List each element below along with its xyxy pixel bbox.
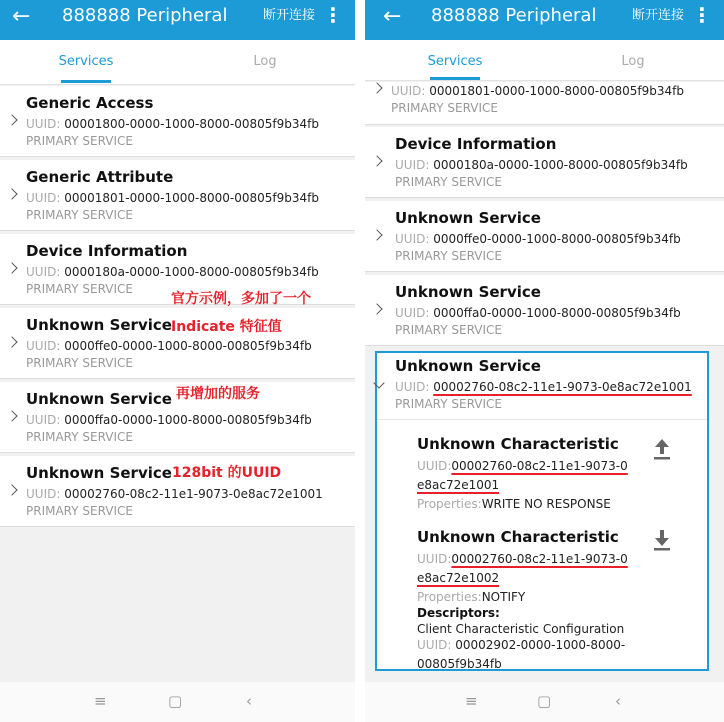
annotation-added-service: 再增加的服务: [176, 386, 260, 402]
nav-back-icon[interactable]: ‹: [246, 692, 252, 710]
service-uuid: UUID: 00002760-08c2-11e1-9073-0e8ac72e1001: [26, 487, 323, 501]
upload-icon[interactable]: [652, 437, 672, 461]
service-item-unknown-ffa0[interactable]: [365, 275, 724, 346]
characteristic-name: Unknown Characteristic: [417, 435, 619, 453]
tab-log[interactable]: Log: [253, 54, 277, 69]
chevron-right-icon: [371, 155, 382, 166]
service-name: Unknown Service: [395, 283, 541, 301]
descriptor-name: Client Characteristic Configuration: [417, 622, 625, 636]
service-uuid: UUID: 00001801-0000-1000-8000-00805f9b34fb: [26, 191, 319, 205]
service-type: PRIMARY SERVICE: [26, 504, 133, 518]
characteristic-uuid: UUID:00002760-08c2-11e1-9073-0 e8ac72e1002: [417, 552, 628, 585]
service-name: Device Information: [26, 242, 188, 260]
tab-log[interactable]: Log: [621, 54, 645, 69]
service-uuid: UUID: 0000ffa0-0000-1000-8000-00805f9b34fb: [26, 413, 312, 427]
service-name: Unknown Service: [395, 357, 541, 375]
service-uuid: UUID: 0000ffe0-0000-1000-8000-00805f9b34fb: [395, 232, 681, 246]
service-type: PRIMARY SERVICE: [391, 101, 498, 115]
service-type: PRIMARY SERVICE: [26, 134, 133, 148]
service-type: PRIMARY SERVICE: [26, 356, 133, 370]
annotation-official-example: 官方示例，多加了一个: [171, 291, 311, 307]
chevron-right-icon: [6, 410, 17, 421]
right-phone-screen: [365, 0, 724, 722]
service-uuid: UUID: 0000180a-0000-1000-8000-00805f9b34fb: [395, 158, 688, 172]
service-name: Unknown Service: [26, 390, 172, 408]
service-uuid: UUID: 00001800-0000-1000-8000-00805f9b34fb: [26, 117, 319, 131]
nav-back-icon[interactable]: ‹: [615, 692, 621, 710]
service-name: Device Information: [395, 135, 557, 153]
disconnect-button[interactable]: 断开连接: [262, 8, 315, 23]
service-name: Generic Attribute: [26, 168, 174, 186]
annotation-128bit-uuid: 128bit 的UUID: [172, 465, 282, 481]
chevron-right-icon: [371, 303, 382, 314]
characteristic-properties: Properties:NOTIFY: [417, 590, 526, 604]
more-vert-icon[interactable]: ⋮: [692, 3, 712, 27]
expanded-service-header[interactable]: [377, 353, 707, 420]
service-name: Unknown Service: [395, 209, 541, 227]
download-icon[interactable]: [652, 528, 672, 552]
descriptors-heading: Descriptors:: [417, 606, 500, 620]
system-nav-bar: [365, 682, 724, 722]
chevron-right-icon: [371, 82, 382, 93]
service-type: PRIMARY SERVICE: [26, 430, 133, 444]
system-nav-bar: [0, 682, 355, 722]
service-type: PRIMARY SERVICE: [395, 397, 502, 411]
service-type: PRIMARY SERVICE: [26, 208, 133, 222]
service-uuid: UUID: 00002760-08c2-11e1-9073-0e8ac72e1001: [395, 380, 692, 394]
app-bar: [365, 0, 724, 40]
chevron-right-icon: [6, 188, 17, 199]
more-vert-icon[interactable]: ⋮: [323, 3, 343, 27]
service-uuid: UUID: 00001801-0000-1000-8000-00805f9b34fb: [391, 84, 684, 98]
service-type: PRIMARY SERVICE: [26, 282, 133, 296]
service-item-generic-attribute[interactable]: [0, 160, 355, 231]
chevron-right-icon: [6, 336, 17, 347]
disconnect-button[interactable]: 断开连接: [631, 8, 684, 23]
annotation-indicate: Indicate 特征值: [171, 319, 282, 335]
characteristic-item-1001[interactable]: [417, 435, 628, 511]
characteristic-item-1002[interactable]: [417, 528, 628, 674]
service-name: Unknown Service: [26, 464, 172, 482]
service-type: PRIMARY SERVICE: [395, 249, 502, 263]
arrow-left-icon[interactable]: ←: [12, 4, 31, 29]
recents-icon[interactable]: ≡: [465, 692, 478, 710]
service-type: PRIMARY SERVICE: [395, 175, 502, 189]
app-bar: [0, 0, 355, 40]
chevron-right-icon: [6, 484, 17, 495]
chevron-right-icon: [6, 262, 17, 273]
expanded-service-panel: [375, 351, 709, 671]
tab-indicator: [61, 80, 111, 83]
arrow-left-icon[interactable]: ←: [383, 4, 402, 29]
recents-icon[interactable]: ≡: [94, 692, 107, 710]
home-icon[interactable]: ▢: [168, 692, 183, 710]
service-item-generic-access[interactable]: [0, 86, 355, 157]
page-title: 888888 Peripheral: [62, 5, 228, 26]
service-uuid: UUID: 0000ffa0-0000-1000-8000-00805f9b34fb: [395, 306, 681, 320]
characteristic-properties: Properties:WRITE NO RESPONSE: [417, 497, 611, 511]
left-phone-screen: [0, 0, 355, 722]
tab-bar: [365, 40, 724, 81]
chevron-right-icon: [371, 229, 382, 240]
chevron-down-icon: [373, 377, 384, 388]
page-title: 888888 Peripheral: [431, 5, 597, 26]
service-name: Unknown Service: [26, 316, 172, 334]
characteristic-name: Unknown Characteristic: [417, 528, 619, 546]
characteristic-uuid: UUID:00002760-08c2-11e1-9073-0 e8ac72e1001: [417, 459, 628, 492]
service-item-generic-attribute-partial[interactable]: [365, 82, 724, 125]
tab-bar: [0, 40, 355, 85]
service-item-device-information[interactable]: [365, 127, 724, 198]
service-name: Generic Access: [26, 94, 154, 112]
home-icon[interactable]: ▢: [537, 692, 552, 710]
descriptor-uuid: UUID: 00002902-0000-1000-8000- 00805f9b34fb: [417, 638, 626, 671]
service-uuid: UUID: 0000ffe0-0000-1000-8000-00805f9b34fb: [26, 339, 312, 353]
tab-services[interactable]: Services: [58, 54, 114, 69]
service-item-unknown-ffe0[interactable]: [365, 201, 724, 272]
tab-indicator: [430, 77, 480, 80]
service-type: PRIMARY SERVICE: [395, 323, 502, 337]
service-uuid: UUID: 0000180a-0000-1000-8000-00805f9b34fb: [26, 265, 319, 279]
tab-services[interactable]: Services: [427, 54, 483, 69]
chevron-right-icon: [6, 114, 17, 125]
